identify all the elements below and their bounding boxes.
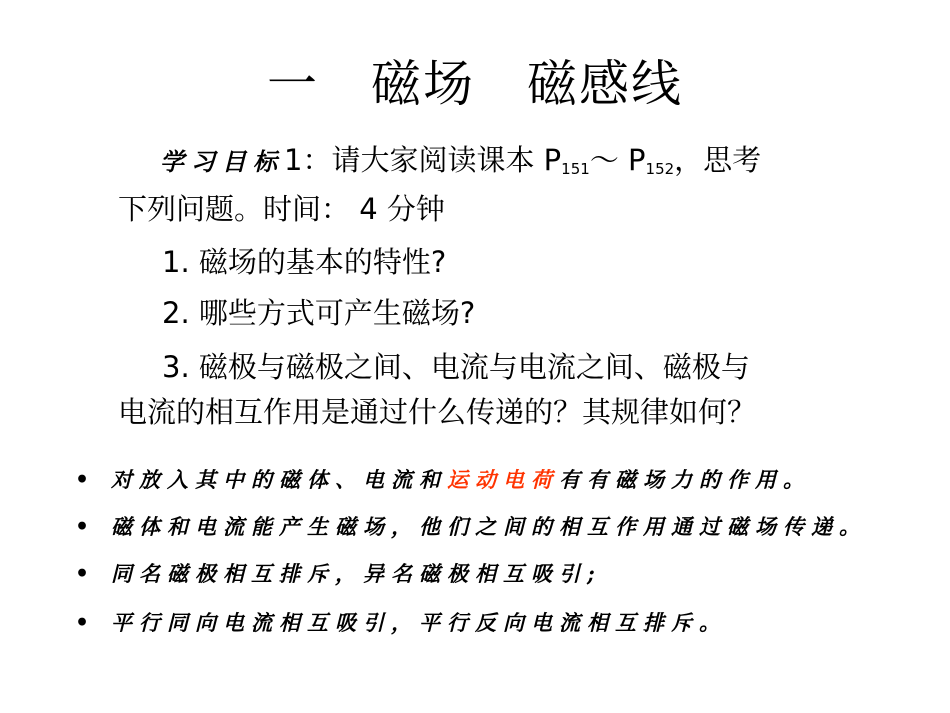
conclusion-1-pre: 对放入其中的磁体、电流和 — [111, 467, 447, 492]
conclusion-item-4 — [75, 603, 925, 643]
learning-goal-text-c: ，思考 — [674, 143, 762, 177]
question-1: 1. 磁场的基本的特性? — [162, 245, 447, 279]
conclusion-list — [75, 460, 925, 652]
learning-goal-line-1 — [160, 135, 950, 187]
conclusion-3-text: 同名磁极相互排斥，异名磁极相互吸引; — [111, 561, 602, 586]
learning-goal-number: 1 — [284, 143, 303, 177]
bullet-marker: • — [75, 467, 90, 493]
page-end-subscript: 152 — [645, 160, 675, 178]
bullet-marker: • — [75, 610, 90, 636]
learning-goal-label: 学习目标 — [160, 147, 284, 176]
conclusion-4-text: 平行同向电流相互吸引，平行反向电流相互排斥。 — [111, 610, 727, 635]
slide-title: 一 磁场 磁感线 — [267, 55, 683, 113]
bullet-marker: • — [75, 561, 90, 587]
learning-goal-text-a: ：请大家阅读课本 P — [302, 143, 562, 177]
question-2: 2. 哪些方式可产生磁场? — [162, 296, 476, 330]
conclusion-1-highlight: 运动电荷 — [447, 467, 559, 492]
conclusion-item-2 — [75, 509, 925, 545]
conclusion-item-3 — [75, 554, 925, 594]
conclusion-item-1 — [75, 460, 925, 500]
learning-goal-text-b: ～ P — [589, 143, 646, 177]
page-start-subscript: 151 — [561, 160, 590, 178]
question-3-line-1: 3. 磁极与磁极之间、电流与电流之间、磁极与 — [162, 350, 750, 384]
question-3-line-2: 电流的相互作用是通过什么传递的？其规律如何？ — [118, 395, 757, 429]
learning-goal-line-2: 下列问题。时间： 4 分钟 — [118, 192, 445, 226]
conclusion-1-post: 有有磁场力的作用。 — [559, 467, 811, 492]
bullet-marker: • — [75, 514, 90, 540]
conclusion-2-text: 磁体和电流能产生磁场，他们之间的相互作用通过磁场传递。 — [111, 514, 867, 539]
